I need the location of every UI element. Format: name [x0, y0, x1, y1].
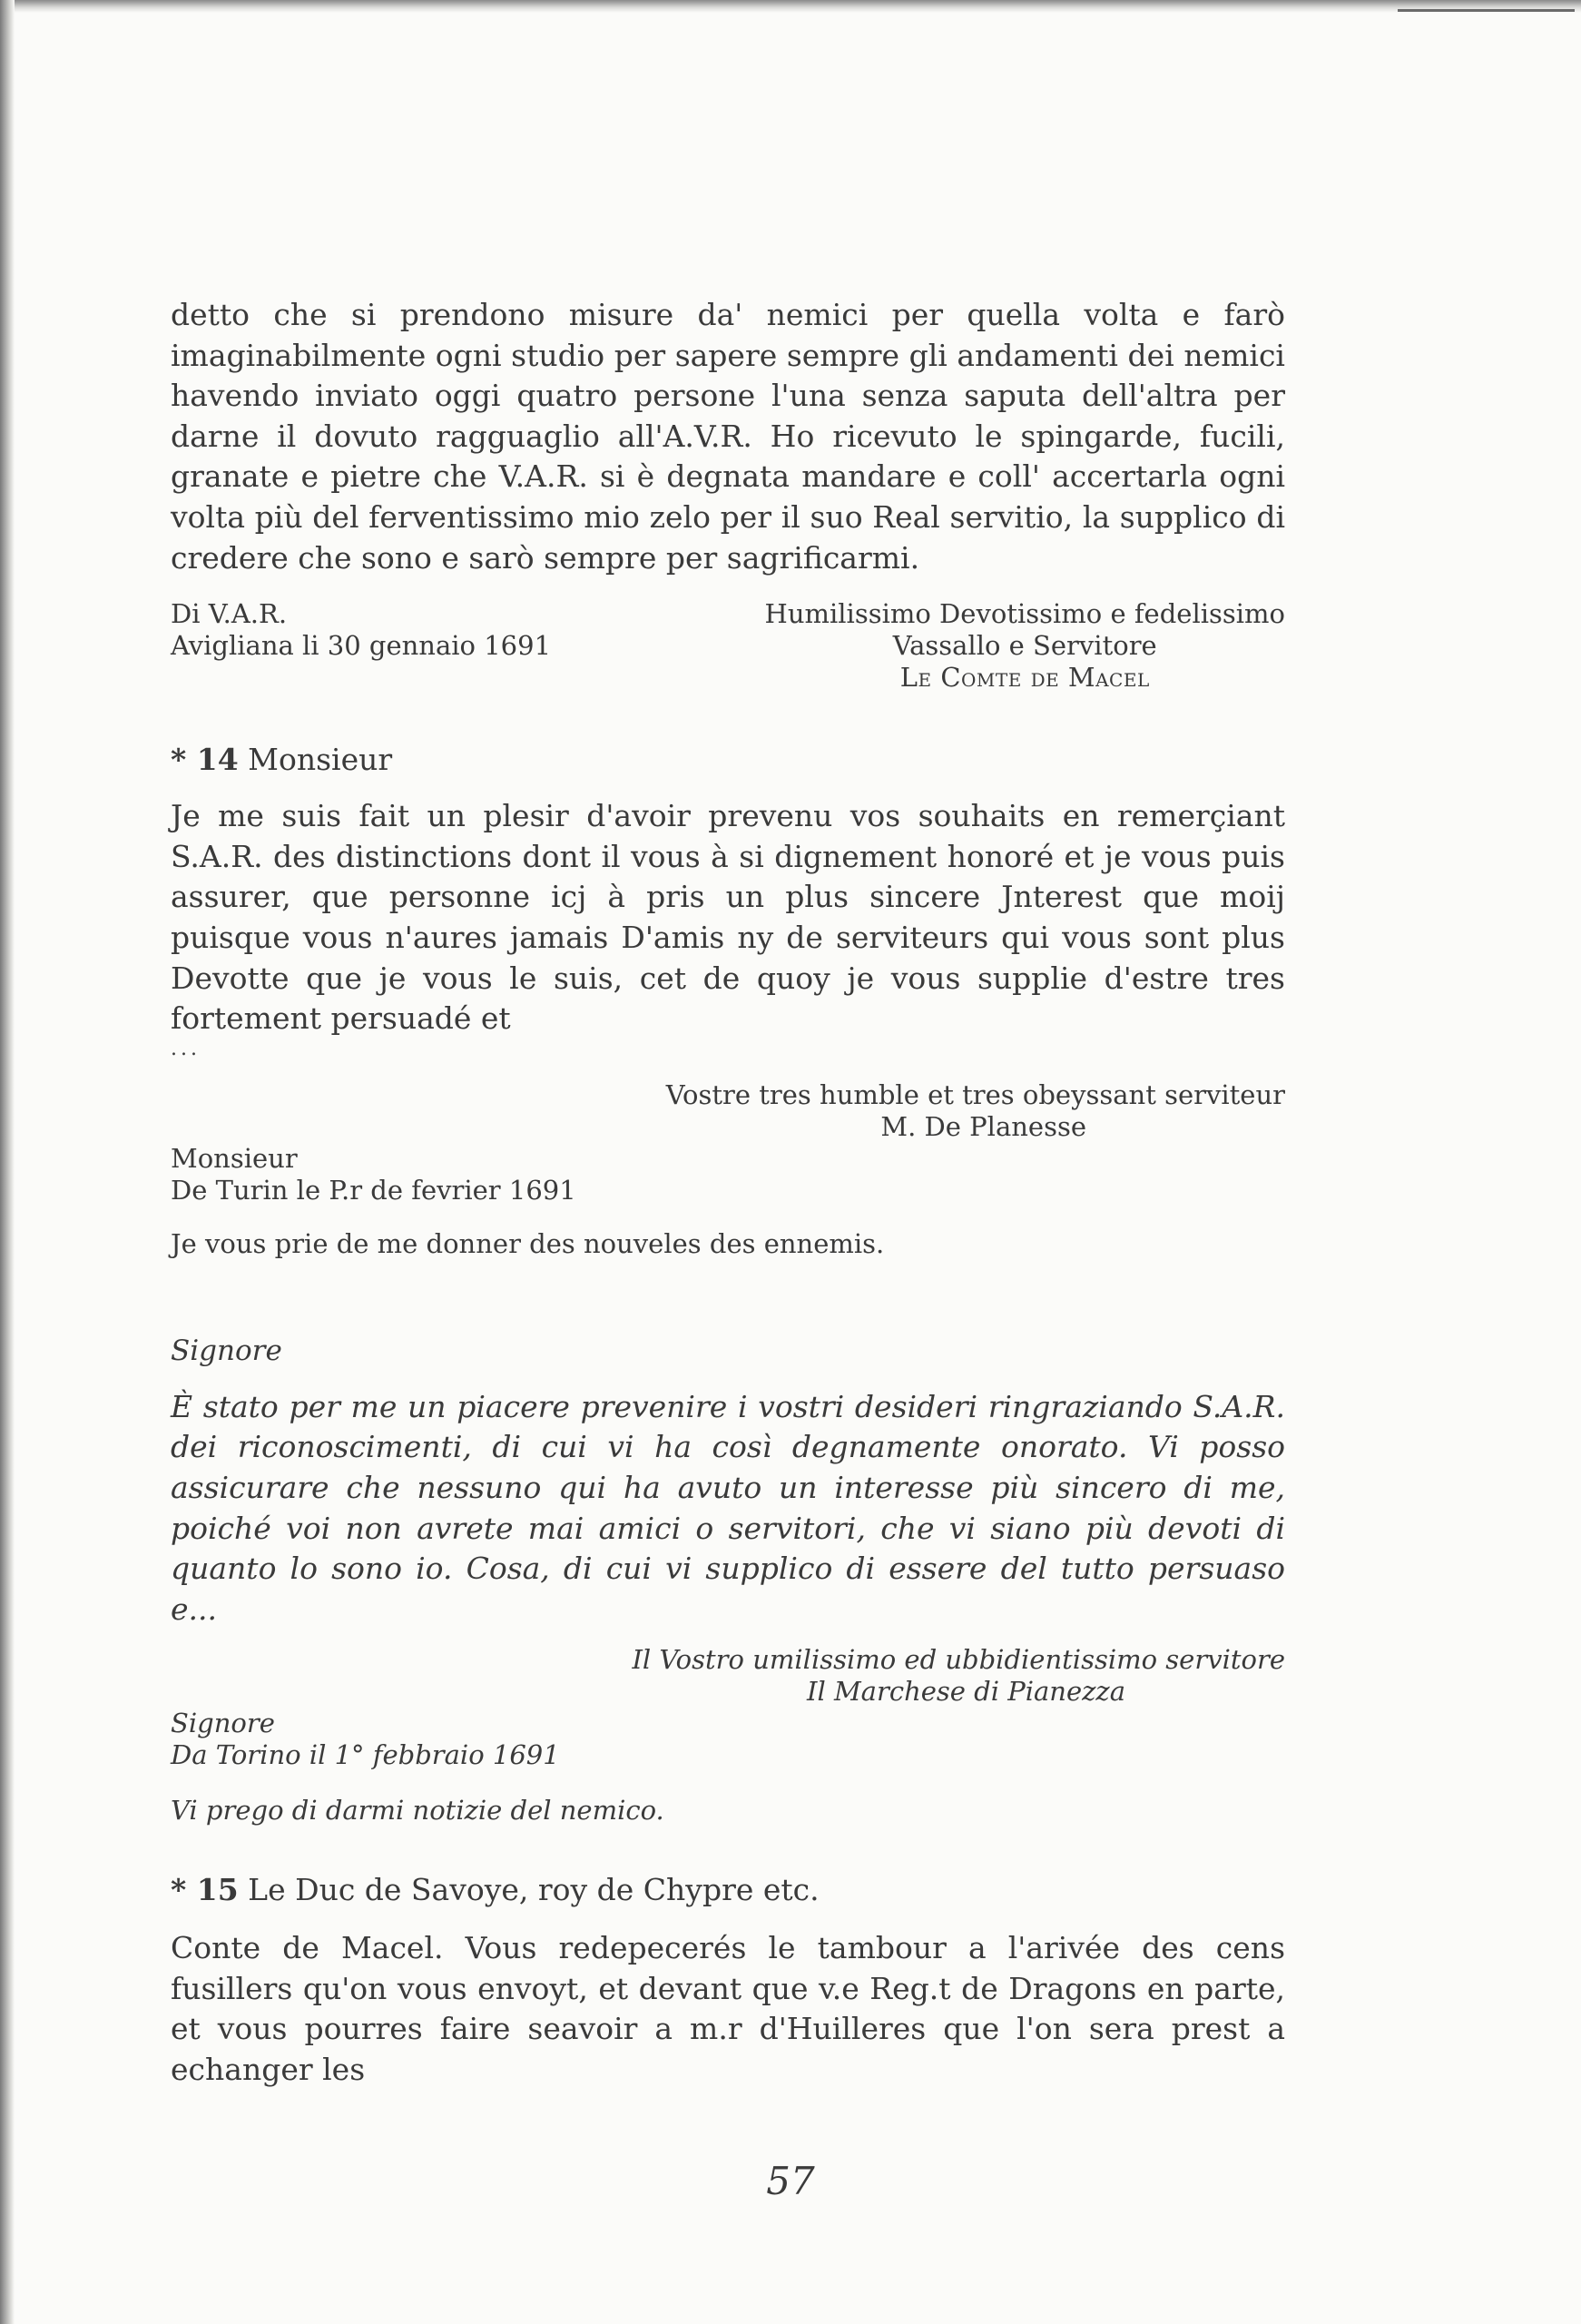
page-number: 57	[766, 2159, 815, 2203]
translation14-postscript: Vi prego di darmi notizie del nemico.	[171, 1795, 664, 1827]
letter13-signer: Le Comte de Macel	[899, 662, 1150, 694]
translation14-sig-line1: Il Vostro umilissimo ed ubbidientissimo servitore	[632, 1644, 1285, 1676]
translation14-addr-line2: Da Torino il 1° febbraio 1691	[171, 1739, 560, 1771]
letter13-closing	[171, 598, 1285, 698]
letter15-body: Conte de Macel. Vous redepecerés le tambour a l'arivée des cens fusillers qu'on vous envoyt, et devant que v.e Reg.t de Dragons en parte, et vous pourres faire seavoir a m.r d'Huilleres que l'on sera prest a echanger les	[171, 1930, 1285, 2088]
letter15-heading	[171, 1872, 1285, 1908]
letter13-right-line1: Humilissimo Devotissimo e fedelissimo	[764, 598, 1285, 630]
letter14-body: Je me suis fait un plesir d'avoir prevenu vos souhaits en remerçiant S.A.R. des distinctions dont il vous à si dignement honoré et je vous puis assurer, que personne icj à pris un plus sincere Jnterest que moij puisque vous n'aures jamais D'amis ny de serviteurs qui vous sont plus Devotte que je vous le suis, cet de quoy je vous supplie d'estre tres fortement persuadé et	[171, 798, 1285, 1037]
translation14-signature	[171, 1644, 1285, 1708]
scan-edge-mark	[1398, 9, 1575, 12]
letter14-salutation: Monsieur	[248, 742, 393, 778]
letter14-signature	[171, 1079, 1285, 1143]
letter13-body: detto che si prendono misure da' nemici per quella volta e farò imaginabilmente ogni studio per sapere sempre gli andamenti dei nemici havendo inviato oggi quatro persone l'una senza saputa dell'altra per darne il dovuto ragguaglio all'A.V.R. Ho ricevuto le spingarde, fucili, granate e pietre che V.A.R. si è degnata mandare e coll' accertarla ogni volta più del ferventissimo mio zelo per il suo Real servitio, la supplico di credere che sono e sarò sempre per sagrificarmi.	[171, 297, 1285, 576]
letter14-ellipsis: ...	[171, 1037, 201, 1060]
translation14-body: È stato per me un piacere prevenire i vostri desideri ringraziando S.A.R. dei riconoscimenti, di cui vi ha così degnamente onorato. Vi posso assicurare che nessuno qui ha avuto un interesse più sincero di me, poiché voi non avrete mai amici o servitori, che vi siano più devoti di quanto lo sono io. Cosa, di cui vi supplico di essere del tutto persuaso e...	[171, 1388, 1285, 1627]
translation14-address	[171, 1708, 1285, 1771]
scan-shadow-top	[0, 0, 1581, 13]
letter14-sig-line2: M. De Planesse	[880, 1110, 1086, 1142]
letter14-addr-line2: De Turin le P.r de fevrier 1691	[171, 1174, 576, 1206]
letter14-heading	[171, 742, 1285, 778]
letter15-title: Le Duc de Savoye, roy de Chypre etc.	[248, 1872, 820, 1908]
letter13-right-line2: Vassallo e Servitore	[892, 630, 1157, 662]
letter14-sig-line1: Vostre tres humble et tres obeyssant serviteur	[665, 1078, 1285, 1110]
letter14-postscript: Je vous prie de me donner des nouveles des ennemis.	[171, 1227, 885, 1259]
letter14-number: * 14	[171, 742, 239, 778]
letter13-left-line2: Avigliana li 30 gennaio 1691	[171, 630, 552, 662]
translation14-salutation: Signore	[171, 1334, 282, 1367]
letter14-address	[171, 1143, 1285, 1206]
letter13-signature	[765, 598, 1285, 694]
scan-shadow-left	[0, 0, 15, 2324]
letter15-number: * 15	[171, 1872, 239, 1908]
letter14-addr-line1: Monsieur	[171, 1142, 298, 1174]
letter13-place-date	[171, 598, 551, 662]
letter13-left-line1: Di V.A.R.	[171, 598, 288, 630]
translation14-addr-line1: Signore	[171, 1708, 275, 1739]
translation14-sig-line2: Il Marchese di Pianezza	[807, 1676, 1125, 1708]
page-content	[171, 295, 1285, 2091]
